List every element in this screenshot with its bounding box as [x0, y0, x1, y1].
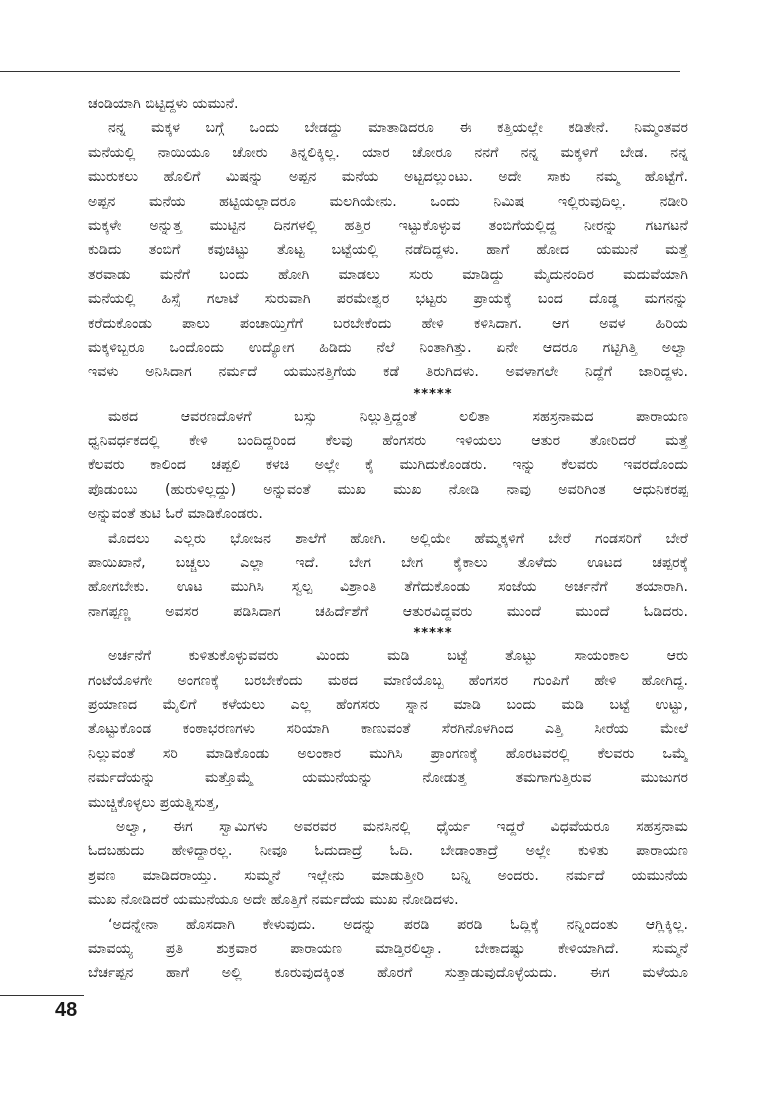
text-line: ನಿಲ್ಲುವಂತೆ ಸರಿ ಮಾಡಿಕೊಂಡು ಅಲಂಕಾರ ಮುಗಿಸಿ ಪ್ರಾಂಗಣಕ್ಕೆ ಹೊರಟವರಲ್ಲಿ ಕೆಲವರು ಒಮ್ಮೆ — [88, 745, 688, 762]
text-line: ಮಕ್ಕಳೇ ಅನ್ನುತ್ತ ಮುಟ್ಟಿನ ದಿನಗಳಲ್ಲಿ ಹತ್ತಿರ ಇಟ್ಟುಕೊಳ್ಳುವ ತಂಬಿಗೆಯಲ್ಲಿದ್ದ ನೀರನ್ನು ಗಟಗಟನೆ — [88, 217, 688, 234]
text-line: ಮೊದಲು ಎಲ್ಲರು ಭೋಜನ ಶಾಲೆಗೆ ಹೋಗಿ. ಅಲ್ಲಿಯೇ ಹೆಮ್ಮಕ್ಕಳಿಗೆ ಬೇರೆ ಗಂಡಸರಿಗೆ ಬೇರೆ — [108, 530, 688, 547]
section-separator: ***** — [413, 386, 453, 402]
page-number: 48 — [55, 999, 78, 1021]
text-line: ಕೆಲವರು ಕಾಲಿಂದ ಚಪ್ಪಲಿ ಕಳಚಿ ಅಲ್ಲೇ ಕೈ ಮುಗಿದುಕೊಂಡರು. ಇನ್ನು ಕೆಲವರು ಇವರದೊಂದು — [88, 457, 688, 474]
footer-rule — [0, 995, 84, 996]
text-line: ಕರೆದುಕೊಂಡು ಪಾಲು ಪಂಚಾಯ್ತಿಗೆಗೆ ಬರಬೇಕೆಂದು ಹೇಳಿ ಕಳಿಸಿದಾಗ. ಆಗ ಅವಳ ಹಿರಿಯ — [88, 315, 688, 332]
text-line: ಮಠದ ಆವರಣದೊಳಗೆ ಬಸ್ಸು ನಿಲ್ಲುತ್ತಿದ್ದಂತೆ ಲಲಿತಾ ಸಹಸ್ರನಾಮದ ಪಾರಾಯಣ — [108, 408, 688, 425]
text-line: ಮಕ್ಕಳಿಬ್ಬರೂ ಒಂದೊಂದು ಉದ್ಯೋಗ ಹಿಡಿದು ನೆಲೆ ನಿಂತಾಗಿತ್ತು. ಏನೇ ಆದರೂ ಗಟ್ಟಿಗಿತ್ತಿ ಅಲ್ವಾ — [88, 339, 688, 356]
text-line: ಅನ್ನುವಂತೆ ತುಟಿ ಓರೆ ಮಾಡಿಕೊಂಡರು. — [88, 506, 263, 523]
text-line: ಮುರುಕಲು ಹೊಲಿಗೆ ಮಿಷನ್ನು ಅಪ್ಪನ ಮನೆಯ ಅಟ್ಟದಲ್ಲುಂಟು. ಅದೇ ಸಾಕು ನಮ್ಮ ಹೊಟ್ಟೆಗೆ. — [88, 169, 688, 186]
text-line: ಕುಡಿದು ತಂಬಿಗೆ ಕವುಚಿಟ್ಟು ತೊಟ್ಟ ಬಟ್ಟೆಯಲ್ಲಿ ನಡೆದಿದ್ದಳು. ಹಾಗೆ ಹೋದ ಯಮುನೆ ಮತ್ತೆ — [88, 242, 688, 259]
text-line: ಗಂಟೆಯೊಳಗೇ ಅಂಗಣಕ್ಕೆ ಬರಬೇಕೆಂದು ಮಠದ ಮಾಣಿಯೊಬ್ಬ ಹೆಂಗಸರ ಗುಂಪಿಗೆ ಹೇಳಿ ಹೋಗಿದ್ದ. — [88, 672, 688, 689]
text-line: ‘ಅದನ್ನೇನಾ ಹೊಸದಾಗಿ ಕೇಳುವುದು. ಅದನ್ನು ಪರಡಿ ಪರಡಿ ಓದ್ಲಿಕ್ಕೆ ನನ್ನಿಂದಂತು ಆಗ್ಲಿಕ್ಕಿಲ್ಲ. — [108, 916, 688, 933]
text-line: ಮುಚ್ಚಿಕೊಳ್ಳಲು ಪ್ರಯತ್ನಿಸುತ್ತ, — [88, 794, 220, 811]
text-line: ಇವಳು ಅನಿಸಿದಾಗ ನರ್ಮದೆ ಯಮುನತ್ತಿಗೆಯ ಕಡೆ ತಿರುಗಿದಳು. ಅವಳಾಗಲೇ ನಿದ್ದೆಗೆ ಜಾರಿದ್ದಳು. — [88, 364, 688, 381]
text-line: ಮುಖ ನೋಡಿದರೆ ಯಮುನೆಯೂ ಅದೇ ಹೊತ್ತಿಗೆ ನರ್ಮದೆಯ ಮುಖ ನೋಡಿದಳು. — [88, 892, 459, 909]
text-line: ಪಾಯಿಖಾನೆ, ಬಚ್ಚಲು ಎಲ್ಲಾ ಇದೆ. ಬೇಗ ಬೇಗ ಕೈಕಾಲು ತೊಳೆದು ಊಟದ ಚಪ್ಪರಕ್ಕೆ — [88, 555, 688, 572]
section-separator: ***** — [413, 626, 453, 642]
text-line: ಅರ್ಚನೆಗೆ ಕುಳಿತುಕೊಳ್ಳುವವರು ಮಿಂದು ಮಡಿ ಬಟ್ಟೆ ತೊಟ್ಟು ಸಾಯಂಕಾಲ ಆರು — [108, 648, 688, 665]
text-line: ಅಲ್ವಾ, ಈಗ ಸ್ವಾಮಿಗಳು ಅವರವರ ಮನಸಿನಲ್ಲಿ ಧೈರ್ಯ ಇದ್ದರೆ ವಿಧವೆಯರೂ ಸಹಸ್ರನಾಮ — [116, 818, 688, 835]
text-line: ಧ್ವನಿವರ್ಧಕದಲ್ಲಿ ಕೇಳಿ ಬಂದಿದ್ದರಿಂದ ಕೆಲವು ಹೆಂಗಸರು ಇಳಿಯಲು ಆತುರ ತೋರಿದರೆ ಮತ್ತೆ — [88, 433, 688, 450]
header-rule — [0, 71, 680, 72]
text-line: ನನ್ನ ಮಕ್ಕಳ ಬಗ್ಗೆ ಒಂದು ಬೇಡದ್ದು ಮಾತಾಡಿದರೂ ಈ ಕತ್ತಿಯಲ್ಲೇ ಕಡಿತೇನೆ. ನಿಮ್ಮಂತವರ — [108, 120, 688, 137]
text-line: ಪ್ರಯಾಣದ ಮೈಲಿಗೆ ಕಳೆಯಲು ಎಲ್ಲ ಹೆಂಗಸರು ಸ್ನಾನ ಮಾಡಿ ಬಂದು ಮಡಿ ಬಟ್ಟೆ ಉಟ್ಟು, — [88, 696, 688, 713]
text-line: ಮನೆಯಲ್ಲಿ ಹಿಸ್ಸೆ ಗಲಾಟೆ ಸುರುವಾಗಿ ಪರಮೇಶ್ವರ ಭಟ್ಟರು ಪ್ರಾಯಕ್ಕೆ ಬಂದ ದೊಡ್ಡ ಮಗನನ್ನು — [88, 291, 688, 308]
text-line: ತರವಾಡು ಮನೆಗೆ ಬಂದು ಹೋಗಿ ಮಾಡಲು ಸುರು ಮಾಡಿದ್ದು ಮೈದುನಂದಿರ ಮದುವೆಯಾಗಿ — [88, 266, 688, 283]
text-line: ಪೊಡುಂಬು (ಹುರುಳಿಲ್ಲದ್ದು) ಅನ್ನುವಂತೆ ಮುಖ ಮುಖ ನೋಡಿ ನಾವು ಅವರಿಗಿಂತ ಆಧುನಿಕರಪ್ಪ — [88, 481, 688, 498]
text-line: ನರ್ಮದೆಯನ್ನು ಮತ್ತೊಮ್ಮೆ ಯಮುನೆಯನ್ನು ನೋಡುತ್ತ ತಮಗಾಗುತ್ತಿರುವ ಮುಜುಗರ — [88, 770, 688, 787]
text-line: ಅಪ್ಪನ ಮನೆಯ ಹಟ್ಟಿಯಲ್ಲಾದರೂ ಮಲಗಿಯೇನು. ಒಂದು ನಿಮಿಷ ಇಲ್ಲಿರುವುದಿಲ್ಲ. ನಡೀರಿ — [88, 193, 688, 210]
text-line: ನಾಗಪ್ಪಣ್ಣ ಅವಸರ ಪಡಿಸಿದಾಗ ಚಹಿರ್ದೆಶೆಗೆ ಆತುರವಿದ್ದವರು ಮುಂದೆ ಮುಂದೆ ಓಡಿದರು. — [88, 603, 688, 620]
text-line: ಬೆರ್ಚಪ್ಪನ ಹಾಗೆ ಅಲ್ಲಿ ಕೂರುವುದಕ್ಕಿಂತ ಹೊರಗೆ ಸುತ್ತಾಡುವುದೊಳ್ಳೆಯದು. ಈಗ ಮಳೆಯೂ — [88, 965, 688, 982]
text-line: ತೊಟ್ಟುಕೊಂಡ ಕಂಠಾಭರಣಗಳು ಸರಿಯಾಗಿ ಕಾಣುವಂತೆ ಸೆರಗಿನೊಳಗಿಂದ ಎತ್ತಿ ಸೀರೆಯ ಮೇಲೆ — [88, 721, 688, 738]
text-line: ಶ್ರವಣ ಮಾಡಿದರಾಯ್ತು. ಸುಮ್ಮನೆ ಇಲ್ಲೇನು ಮಾಡುತ್ತೀರಿ ಬನ್ನಿ ಅಂದರು. ನರ್ಮದೆ ಯಮುನೆಯ — [88, 867, 688, 884]
text-line: ಮನೆಯಲ್ಲಿ ನಾಯಿಯೂ ಚೋರು ತಿನ್ನಲಿಕ್ಕಿಲ್ಲ. ಯಾರ ಚೋರೂ ನನಗೆ ನನ್ನ ಮಕ್ಕಳಿಗೆ ಬೇಡ. ನನ್ನ — [88, 144, 688, 161]
text-line: ಚಂಡಿಯಾಗಿ ಬಿಟ್ಟಿದ್ದಳು ಯಮುನೆ. — [88, 96, 239, 112]
text-line: ಓದಬಹುದು ಹೇಳಿದ್ದಾರಲ್ಲ. ನೀವೂ ಓದುದಾದ್ರೆ ಓದಿ. ಬೇಡಾಂತಾದ್ರೆ ಅಲ್ಲೇ ಕುಳಿತು ಪಾರಾಯಣ — [88, 843, 688, 860]
body-text — [88, 92, 688, 986]
text-line: ಮಾವಯ್ಯ ಪ್ರತಿ ಶುಕ್ರವಾರ ಪಾರಾಯಣ ಮಾಡ್ತಿರಲಿಲ್ವಾ. ಬೇಕಾದಷ್ಟು ಕೇಳಿಯಾಗಿದೆ. ಸುಮ್ಮನೆ — [88, 940, 688, 957]
text-line: ಹೋಗಬೇಕು. ಊಟ ಮುಗಿಸಿ ಸ್ವಲ್ಪ ವಿಶ್ರಾಂತಿ ತೆಗೆದುಕೊಂಡು ಸಂಜೆಯ ಅರ್ಚನೆಗೆ ತಯಾರಾಗಿ. — [88, 579, 688, 596]
